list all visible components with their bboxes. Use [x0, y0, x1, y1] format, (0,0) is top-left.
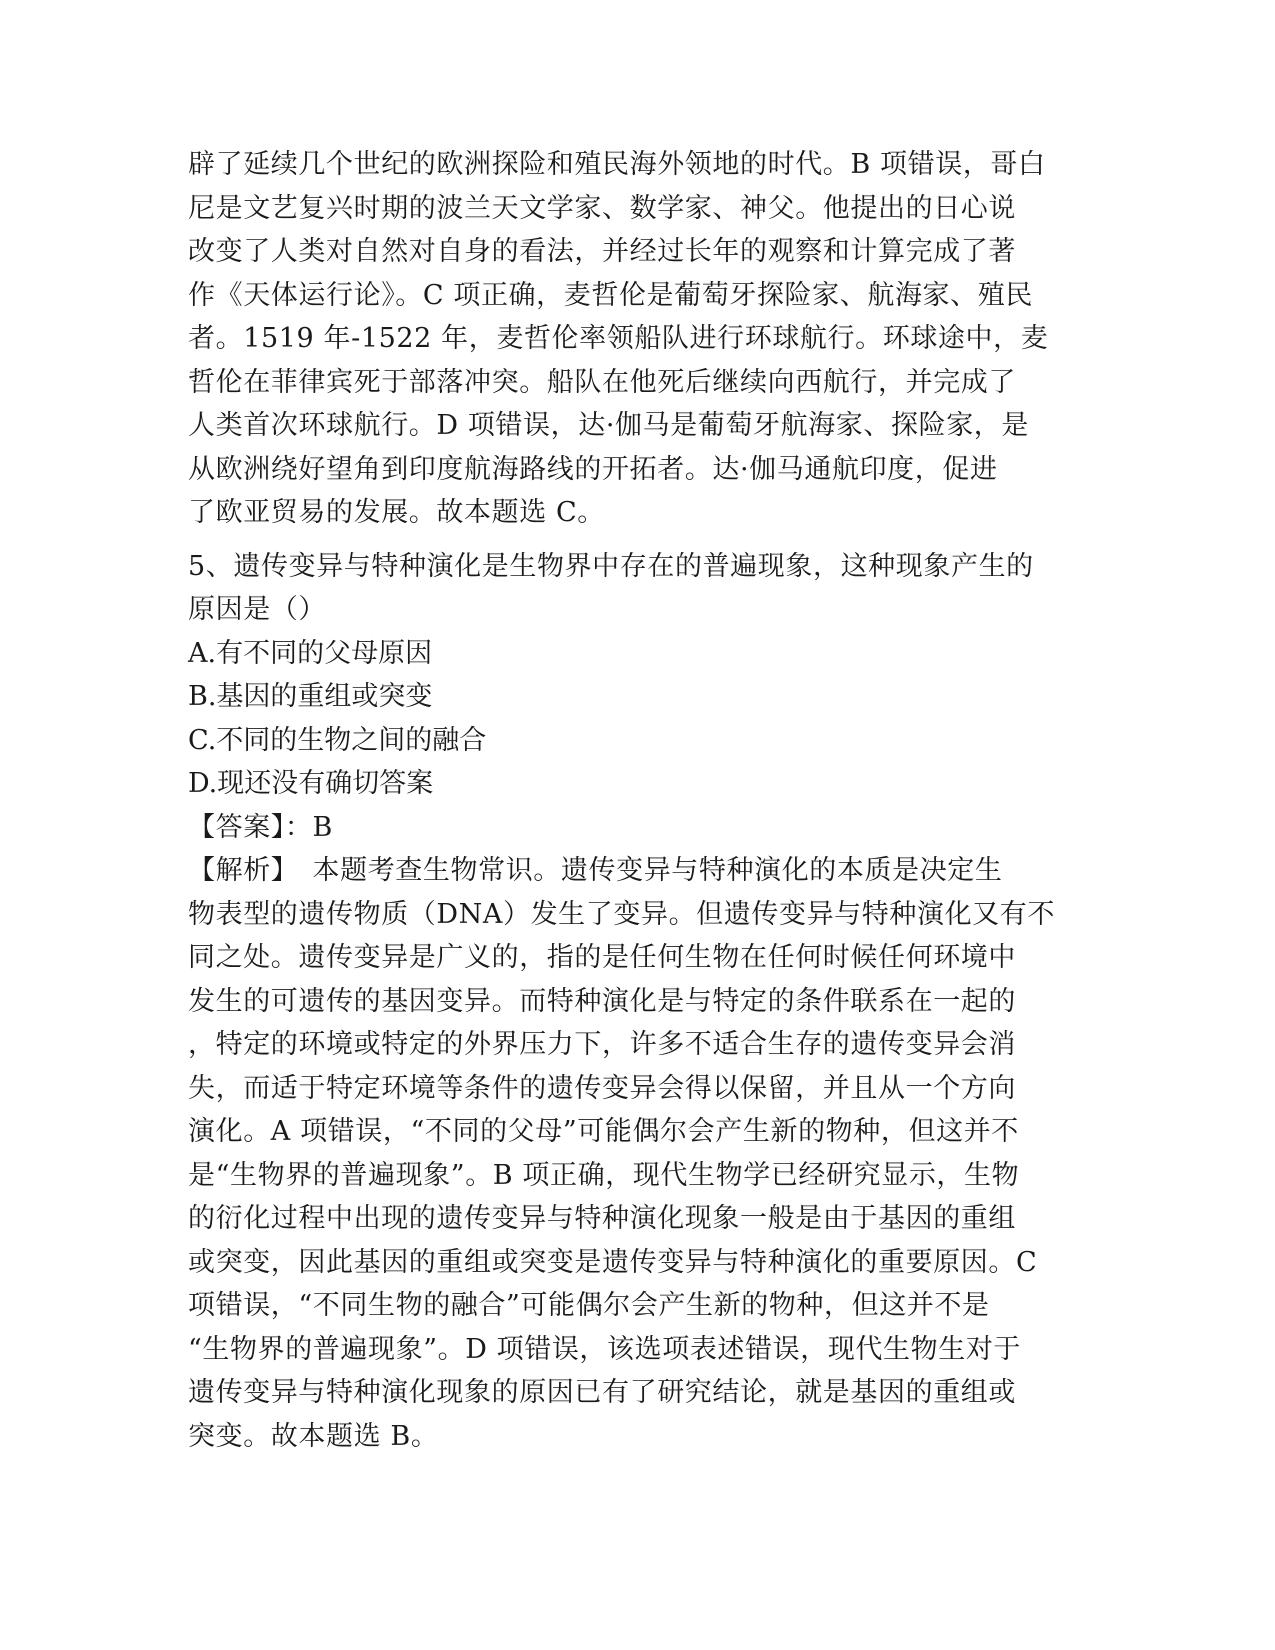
analysis-line: 或突变，因此基因的重组或突变是遗传变异与特种演化的重要原因。C	[188, 1246, 1038, 1278]
text-line: 改变了人类对自然对自身的看法，并经过长年的观察和计算完成了著	[188, 236, 1016, 267]
analysis-line: “生物界的普遍现象”。D 项错误，该选项表述错误，现代生物生对于	[188, 1333, 1022, 1365]
text-line: 哲伦在菲律宾死于部落冲突。船队在他死后继续向西航行，并完成了	[188, 366, 1016, 398]
analysis-line: ，特定的环境或特定的外界压力下，许多不适合生存的遗传变异会消	[188, 1029, 1016, 1060]
analysis-line: 失，而适于特定环境等条件的遗传变异会得以保留，并且从一个方向	[188, 1072, 1016, 1104]
analysis-line: 遗传变异与特种演化现象的原因已有了研究结论，就是基因的重组或	[188, 1377, 1016, 1408]
text-line: 作《天体运行论》。C 项正确，麦哲伦是葡萄牙探险家、航海家、殖民	[188, 279, 1033, 311]
option-c: C.不同的生物之间的融合	[188, 724, 487, 756]
text-line: 者。1519 年-1522 年，麦哲伦率领船队进行环球航行。环球途中，麦	[188, 323, 1049, 354]
question-stem-line: 5、遗传变异与特种演化是生物界中存在的普遍现象，这种现象产生的	[188, 550, 1034, 582]
previous-explanation	[188, 143, 1075, 535]
analysis-line: 【解析】 本题考查生物常识。遗传变异与特种演化的本质是决定生	[188, 855, 1003, 886]
answer-line: 【答案】：B	[188, 811, 333, 843]
analysis-line: 是“生物界的普遍现象”。B 项正确，现代生物学已经研究显示，生物	[188, 1159, 1020, 1191]
text-line: 辟了延续几个世纪的欧洲探险和殖民海外领地的时代。B 项错误，哥白	[188, 149, 1046, 180]
analysis-line: 物表型的遗传物质（DNA）发生了变异。但遗传变异与特种演化又有不	[188, 898, 1055, 930]
option-a: A.有不同的父母原因	[188, 637, 433, 669]
analysis-line: 发生的可遗传的基因变异。而特种演化是与特定的条件联系在一起的	[188, 985, 1016, 1017]
spacer	[188, 535, 1075, 545]
analysis-line: 突变。故本题选 B。	[188, 1420, 439, 1452]
text-line: 人类首次环球航行。D 项错误，达·伽马是葡萄牙航海家、探险家，是	[188, 410, 1030, 441]
analysis-line: 同之处。遗传变异是广义的，指的是任何生物在任何时候任何环境中	[188, 942, 1016, 973]
analysis	[188, 849, 1075, 1458]
analysis-line: 项错误，“不同生物的融合”可能偶尔会产生新的物种，但这并不是	[188, 1290, 990, 1321]
analysis-line: 演化。A 项错误，“不同的父母”可能偶尔会产生新的物种，但这并不	[188, 1116, 1019, 1147]
option-b: B.基因的重组或突变	[188, 681, 433, 712]
question-5	[188, 545, 1075, 1459]
text-line: 了欧亚贸易的发展。故本题选 C。	[188, 497, 605, 528]
analysis-line: 的衍化过程中出现的遗传变异与特种演化现象一般是由于基因的重组	[188, 1203, 1016, 1234]
text-line: 尼是文艺复兴时期的波兰天文学家、数学家、神父。他提出的日心说	[188, 192, 1016, 224]
option-d: D.现还没有确切答案	[188, 768, 434, 799]
question-stem-line: 原因是（）	[188, 594, 326, 625]
text-line: 从欧洲绕好望角到印度航海路线的开拓者。达·伽马通航印度，促进	[188, 453, 998, 485]
